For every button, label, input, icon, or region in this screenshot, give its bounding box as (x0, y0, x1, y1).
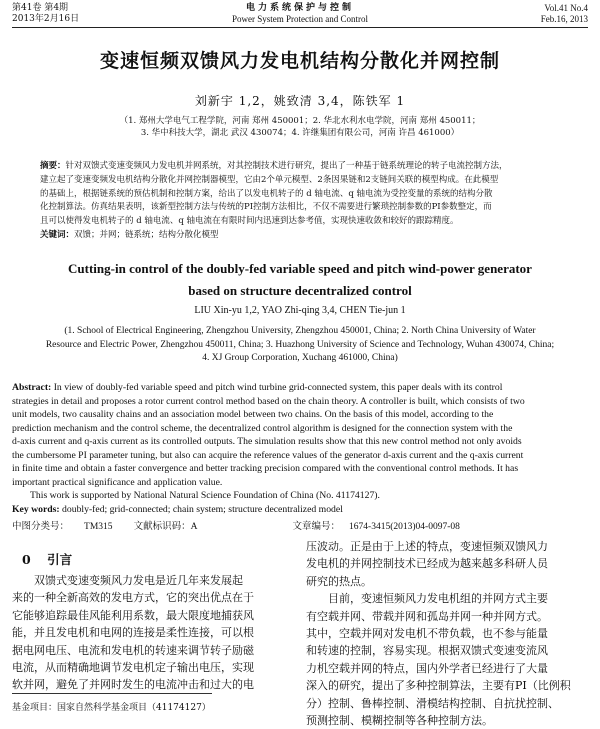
header-volume-en: Vol.41 No.4 (544, 3, 588, 13)
section-title: 引言 (47, 552, 73, 567)
body-line: 目前，变速恒频风力发电机组的并网方式主要 (306, 592, 548, 606)
abstract-cn-line: 建立起了变速变频发电机结构分散化并网控制器模型，它由2个单元模型、2条因果链和2支链间关联的模型构成。在此模型 (40, 174, 499, 185)
paper-title-en-line: based on structure decentralized control (188, 283, 412, 298)
abstract-cn-line: 且可以使得发电机转子的 d 轴电流、q 轴电流在有限时间内迅速到达参考值，实现快速收敛和较好的跟踪精度。 (40, 216, 459, 227)
abstract-en-line: unit models, two causality chains and an association model between two chains. On the basis of this model, according to the (12, 409, 494, 420)
body-line: 电流，从而精确地调节发电机定子输出电压，实现 (12, 661, 254, 675)
support-en: This work is supported by National Natural Science Foundation of China (No. 41174127). (30, 490, 380, 501)
doc-code-label: 文献标识码： (133, 521, 191, 532)
header-date-en: Feb.16, 2013 (540, 14, 588, 24)
header-journal-cn: 电力系统保护与控制 (245, 3, 354, 13)
body-line: 预测控制、模糊控制等各种控制方法。 (306, 714, 493, 728)
article-number-label: 文章编号： (292, 521, 341, 532)
affiliations-en (12, 325, 588, 366)
footnote: 基金项目：国家自然科学基金项目（41174127） (12, 703, 211, 713)
body-line: 其中，空载并网对发电机不带负载，也不参与能量 (306, 627, 548, 641)
keywords-en-label: Key words: (12, 503, 60, 515)
header-journal-en: Power System Protection and Control (232, 14, 368, 24)
authors-cn: 刘新宇 1,2，姚致清 3,4，陈铁军 1 (194, 94, 406, 108)
doc-code-value: A (190, 522, 198, 532)
body-line: 软并网，避免了并网时发生的电流冲击和过大的电 (12, 678, 254, 692)
clc-value: TM315 (84, 522, 113, 532)
body-line: 有空载并网、带载并网和孤岛并网一种并网方式。 (306, 609, 548, 623)
header-center (150, 3, 450, 25)
footnote-rule (12, 693, 212, 694)
body-line: 压波动。正是由于上述的特点，变速恒频双馈风力 (306, 540, 548, 553)
abstract-en-line: prediction mechanism and the control scheme, the decentralized control algorithm is designed for the connection system with the (12, 422, 513, 434)
abstract-cn-line: 的基础上，根据链系统的预估机制和控制方案，给出了以发电机转子的 d 轴电流、q 轴电流为受控变量的系统的结构分散 (40, 188, 493, 199)
abstract-cn-label: 摘要： (40, 161, 66, 171)
abstract-cn-line: 针对双馈式变速变频风力发电机并网系统，对其控制技术进行研究，提出了一种基于链系统理论的转子电流控制方法， (65, 161, 508, 171)
affiliations-cn (12, 115, 588, 139)
body-line: 据电网电压、电流和发电机的转速来调节转子励磁 (12, 643, 254, 657)
body-line: 和转速的控制，容易实现。根据双馈式变速变流风 (306, 644, 548, 658)
body-left-column (12, 572, 295, 694)
affiliation-cn-line: 3. 华中科技大学，湖北 武汉 430074；4. 许继集团有限公司，河南 许昌 461000） (140, 128, 460, 138)
paper-title-en-line: Cutting-in control of the doubly-fed variable speed and pitch wind-power generator (68, 261, 532, 276)
paper-title-en (12, 258, 588, 302)
abstract-en-line: d-axis current and q-axis current as its controlled outputs. The simulation results show that this new control method not only avoids (12, 436, 522, 447)
abstract-en-line: the cumbersome PI parameter tuning, but also can acquire the reference values of the generator d-axis current and the q-axis current (12, 449, 524, 461)
section-heading (22, 550, 72, 568)
header-left (12, 3, 172, 25)
body-line: 双馈式变速变频风力发电是近几年来发展起 (12, 574, 243, 587)
body-line: 来的一种全新高效的发电方式，它的突出优点在于 (12, 591, 254, 605)
abstract-en-line: in finite time and obtain a faster convergence and better tracking precision compared with the conventional control methods. It has (12, 463, 519, 474)
header-volume-cn: 第41卷 第4期 (12, 3, 69, 13)
body-line: 力机空载并网的特点，国内外学者已经进行了大量 (306, 661, 548, 675)
body-line: 它能够追踪最佳风能利用系数，最大限度地捕获风 (12, 608, 254, 622)
body-line: 能，并且发电机和电网的连接是柔性连接，可以根 (12, 626, 254, 640)
body-right-column (306, 538, 588, 729)
body-line: 发电机的并网控制技术已经成为越来越多科研人员 (306, 557, 548, 571)
authors-en: LIU Xin-yu 1,2, YAO Zhi-qing 3,4, CHEN Tie-jun 1 (194, 305, 406, 316)
section-number: 0 (22, 552, 31, 567)
abstract-cn (40, 160, 562, 243)
body-line: 深入的研究，提出了多种控制算法，主要有PI（比例积 (306, 679, 571, 693)
header-date-cn: 2013年2月16日 (12, 14, 80, 24)
clc-label: 中图分类号： (12, 521, 70, 532)
classification-line (12, 518, 588, 532)
abstract-en-line: In view of doubly-fed variable speed and pitch wind turbine grid-connected system, this paper deals with its control (53, 382, 503, 393)
keywords-en: doubly-fed; grid-connected; chain system; structure decentralized model (62, 503, 343, 515)
abstract-en-line: strategies in detail and proposes a rotor current control method based on the chain theory. A controller is built, which consists of two (12, 395, 525, 407)
abstract-en-label: Abstract: (12, 382, 52, 393)
keywords-cn-label: 关键词： (40, 229, 75, 240)
body-line: 研究的热点。 (306, 574, 372, 588)
article-number-value: 1674-3415(2013)04-0097-08 (349, 522, 460, 532)
affiliation-en-line: 4. XJ Group Corporation, Xuchang 461000, China) (202, 353, 398, 363)
keywords-cn: 双馈；并网；链系统；结构分散化模型 (74, 229, 219, 240)
header-right (430, 3, 588, 25)
affiliation-cn-line: （1. 郑州大学电气工程学院，河南 郑州 450001；2. 华北水利水电学院，河南 郑州 450011； (119, 116, 481, 126)
abstract-en (12, 381, 588, 516)
affiliation-en-line: Resource and Electric Power, Zhengzhou 450011, China; 3. Huazhong University of Science and Technology, Wuhan 430074, China; (45, 339, 555, 350)
body-line: 分）控制、鲁棒控制、滑模结构控制、自抗扰控制、 (306, 696, 559, 710)
paper-title-cn: 变速恒频双馈风力发电机结构分散化并网控制 (99, 50, 500, 72)
abstract-cn-line: 化控制算法。仿真结果表明，该新型控制方法与传统的PI控制方法相比，不仅不需要进行繁琐控制参数的PI参数整定，而 (40, 202, 492, 213)
abstract-en-line: important practical significance and application value. (12, 476, 223, 488)
affiliation-en-line: (1. School of Electrical Engineering, Zhengzhou University, Zhengzhou 450001, China; 2. North China University of Water (64, 326, 536, 336)
header-rule (12, 27, 588, 28)
